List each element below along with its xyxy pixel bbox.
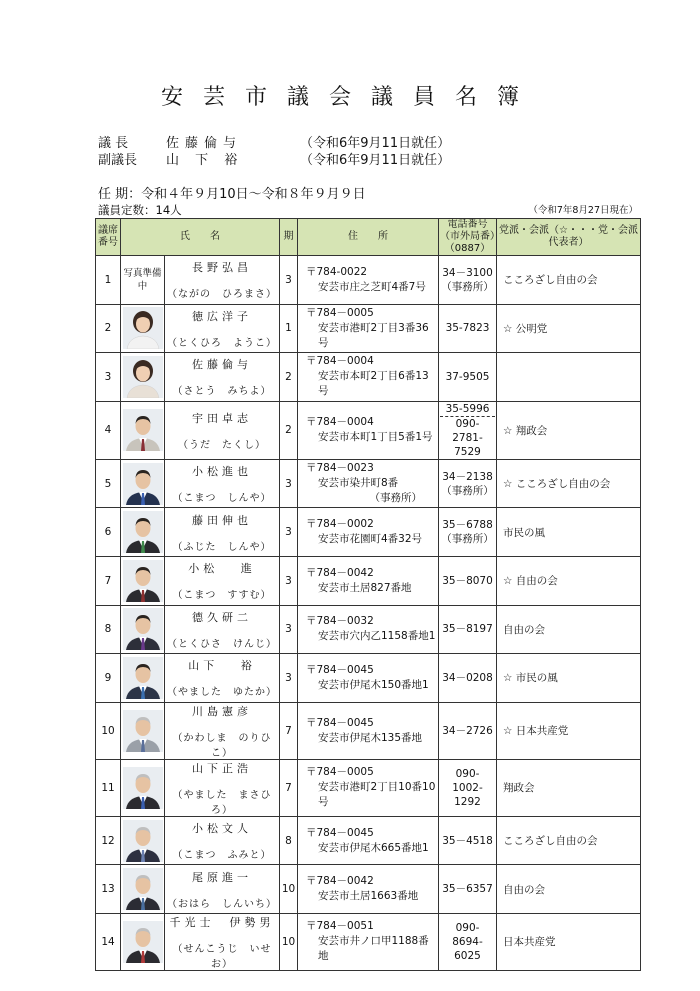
member-phone bbox=[439, 256, 497, 305]
member-name: 小松 進 bbox=[188, 562, 256, 576]
table-row bbox=[96, 865, 641, 914]
member-address bbox=[298, 759, 439, 816]
member-seat: 4 bbox=[96, 401, 121, 459]
table-row bbox=[96, 556, 641, 605]
member-postal: 〒784－0002 bbox=[306, 518, 374, 531]
member-address bbox=[298, 816, 439, 865]
member-photo bbox=[121, 913, 165, 970]
member-table bbox=[95, 218, 641, 971]
member-phone bbox=[439, 556, 497, 605]
member-term-count: 10 bbox=[280, 865, 298, 914]
member-term-count: 3 bbox=[280, 508, 298, 557]
member-phone-1: 35-7823 bbox=[445, 322, 490, 335]
member-phone-2: 8694-6025 bbox=[452, 935, 483, 962]
member-phone-1: 34－2726 bbox=[442, 724, 493, 737]
member-seat: 2 bbox=[96, 304, 121, 353]
table-row bbox=[96, 304, 641, 353]
member-phone-1: 35－8197 bbox=[442, 623, 493, 636]
header-phone: 電話番号（市外局番）（0887） bbox=[440, 219, 495, 254]
table-row bbox=[96, 605, 641, 654]
member-party: ☆ 翔政会 bbox=[497, 401, 641, 459]
member-postal: 〒784－0023 bbox=[306, 462, 374, 475]
member-street: 安芸市港町2丁目3番36号 bbox=[318, 321, 429, 349]
portrait-image bbox=[123, 608, 163, 650]
member-term-count: 3 bbox=[280, 556, 298, 605]
member-name-cell bbox=[165, 654, 280, 703]
as-of-date: （令和7年8月27日現在） bbox=[528, 205, 638, 216]
member-street: 安芸市穴内乙1158番地1 bbox=[318, 630, 436, 643]
member-phone bbox=[439, 353, 497, 402]
table-row bbox=[96, 702, 641, 759]
member-photo bbox=[121, 865, 165, 914]
member-address bbox=[298, 605, 439, 654]
member-party: 自由の会 bbox=[497, 865, 641, 914]
member-postal: 〒784－0045 bbox=[306, 716, 374, 729]
member-seat: 6 bbox=[96, 508, 121, 557]
member-postal: 〒784-0022 bbox=[306, 265, 368, 278]
member-name-cell bbox=[165, 256, 280, 305]
member-reading: （やました まさひろ） bbox=[172, 789, 272, 816]
member-street: 安芸市本町1丁目5番1号 bbox=[318, 431, 433, 444]
member-term-count: 8 bbox=[280, 816, 298, 865]
member-seat: 11 bbox=[96, 759, 121, 816]
member-reading: （さとう みちよ） bbox=[172, 386, 272, 398]
member-postal: 〒784－0045 bbox=[306, 826, 374, 839]
member-address-note: （事務所） bbox=[369, 492, 422, 505]
member-party: ☆ 自由の会 bbox=[497, 556, 641, 605]
member-street: 安芸市花園町4番32号 bbox=[318, 533, 423, 546]
member-street: 安芸市土居1663番地 bbox=[318, 890, 419, 903]
member-name: 小松文人 bbox=[192, 822, 252, 836]
portrait-image bbox=[123, 463, 163, 505]
member-photo bbox=[121, 401, 165, 459]
header-address: 住 所 bbox=[298, 219, 439, 256]
member-party: ☆ 公明党 bbox=[497, 304, 641, 353]
member-photo bbox=[121, 816, 165, 865]
member-term-count: 3 bbox=[280, 459, 298, 508]
member-photo bbox=[121, 353, 165, 402]
member-seat: 8 bbox=[96, 605, 121, 654]
member-street: 安芸市本町2丁目6番13号 bbox=[318, 370, 429, 398]
member-term-count: 1 bbox=[280, 304, 298, 353]
member-name-cell bbox=[165, 913, 280, 970]
header-term: 期 bbox=[280, 219, 298, 256]
table-row bbox=[96, 759, 641, 816]
member-phone-1: 090- bbox=[455, 921, 480, 934]
member-seat: 5 bbox=[96, 459, 121, 508]
member-phone-1: 35-5996 bbox=[440, 402, 496, 417]
member-phone-1: 37-9505 bbox=[445, 370, 490, 383]
member-seat: 12 bbox=[96, 816, 121, 865]
member-phone bbox=[439, 459, 497, 508]
member-address bbox=[298, 304, 439, 353]
member-name-cell bbox=[165, 353, 280, 402]
member-phone bbox=[439, 605, 497, 654]
member-party: 市民の風 bbox=[497, 508, 641, 557]
member-party: こころざし自由の会 bbox=[497, 816, 641, 865]
member-phone bbox=[439, 913, 497, 970]
member-address bbox=[298, 702, 439, 759]
member-party: ☆ こころざし自由の会 bbox=[497, 459, 641, 508]
member-reading: （おはら しんいち） bbox=[167, 898, 277, 910]
member-party: 翔政会 bbox=[497, 759, 641, 816]
member-reading: （こまつ しんや） bbox=[172, 493, 272, 505]
member-term-count: 3 bbox=[280, 654, 298, 703]
member-phone bbox=[439, 304, 497, 353]
member-name-cell bbox=[165, 459, 280, 508]
table-row bbox=[96, 353, 641, 402]
member-term-count: 3 bbox=[280, 605, 298, 654]
member-street: 安芸市土居827番地 bbox=[318, 581, 412, 594]
member-reading: （こまつ ふみと） bbox=[172, 850, 272, 862]
member-term-count: 7 bbox=[280, 759, 298, 816]
member-name: 長野弘昌 bbox=[192, 261, 252, 275]
member-reading: （やました ゆたか） bbox=[167, 687, 277, 699]
member-postal: 〒784－0005 bbox=[306, 306, 374, 319]
member-name-cell bbox=[165, 556, 280, 605]
portrait-image bbox=[123, 307, 163, 349]
member-reading: （こまつ すすむ） bbox=[172, 590, 272, 602]
term-of-office: 任 期：令和４年９月10日～令和８年９月９日 bbox=[98, 187, 366, 202]
portrait-image bbox=[123, 820, 163, 862]
member-party: 自由の会 bbox=[497, 605, 641, 654]
portrait-image bbox=[123, 409, 163, 451]
member-reading: （とくひろ ようこ） bbox=[167, 337, 277, 349]
vice-chair-term: （令和6年9月11日就任） bbox=[300, 153, 451, 168]
member-postal: 〒784－0051 bbox=[306, 920, 374, 933]
member-postal: 〒784－0042 bbox=[306, 566, 374, 579]
member-name-cell bbox=[165, 401, 280, 459]
member-address bbox=[298, 508, 439, 557]
member-term-count: 3 bbox=[280, 256, 298, 305]
table-row bbox=[96, 459, 641, 508]
member-name: 德久研二 bbox=[192, 610, 252, 624]
member-photo bbox=[121, 654, 165, 703]
member-name-cell bbox=[165, 508, 280, 557]
member-name: 尾原進一 bbox=[192, 870, 252, 884]
member-name: 山下 裕 bbox=[188, 659, 256, 673]
member-reading: （うだ たくし） bbox=[178, 439, 266, 451]
member-reading: （かわしま のりひこ） bbox=[172, 732, 272, 759]
table-row bbox=[96, 654, 641, 703]
member-street: 安芸市染井町8番 bbox=[318, 477, 399, 490]
header-seat: 議席番号 bbox=[96, 219, 121, 256]
member-phone-2: （事務所） bbox=[441, 280, 494, 293]
member-postal: 〒784－0004 bbox=[306, 416, 374, 429]
member-address bbox=[298, 865, 439, 914]
member-seat: 13 bbox=[96, 865, 121, 914]
table-row bbox=[96, 508, 641, 557]
chairperson-row bbox=[98, 132, 658, 149]
member-photo bbox=[121, 556, 165, 605]
member-phone bbox=[439, 702, 497, 759]
portrait-image bbox=[123, 921, 163, 963]
member-reading: （ながの ひろまさ） bbox=[167, 289, 277, 301]
member-phone-1: 34－3100 bbox=[442, 266, 493, 279]
member-phone-2: （事務所） bbox=[441, 533, 494, 546]
member-photo bbox=[121, 605, 165, 654]
member-postal: 〒784－0032 bbox=[306, 615, 374, 628]
member-address bbox=[298, 459, 439, 508]
member-term-count: 10 bbox=[280, 913, 298, 970]
member-phone bbox=[439, 865, 497, 914]
member-phone-1: 35－6357 bbox=[442, 883, 493, 896]
member-phone-2: （事務所） bbox=[441, 484, 494, 497]
member-street: 安芸市井ノ口甲1188番地 bbox=[318, 935, 429, 963]
member-name-cell bbox=[165, 865, 280, 914]
member-name-cell bbox=[165, 702, 280, 759]
member-phone-1: 35－6788 bbox=[442, 519, 493, 532]
member-postal: 〒784－0042 bbox=[306, 875, 374, 888]
member-party bbox=[497, 353, 641, 402]
member-phone-1: 35－8070 bbox=[442, 574, 493, 587]
member-name: 徳広洋子 bbox=[192, 309, 252, 323]
member-seat: 14 bbox=[96, 913, 121, 970]
no-photo-label: 写真準備中 bbox=[123, 267, 162, 292]
member-name: 川島憲彦 bbox=[192, 704, 252, 718]
table-row bbox=[96, 816, 641, 865]
member-name: 佐藤倫与 bbox=[192, 358, 252, 372]
vice-chair-name: 山 下 裕 bbox=[166, 153, 244, 168]
member-name-cell bbox=[165, 605, 280, 654]
member-quota: 議員定数：14人 bbox=[98, 203, 182, 217]
member-name: 山下正浩 bbox=[192, 761, 252, 775]
member-party: ☆ 市民の風 bbox=[497, 654, 641, 703]
member-photo bbox=[121, 702, 165, 759]
member-address bbox=[298, 353, 439, 402]
member-party: こころざし自由の会 bbox=[497, 256, 641, 305]
member-reading: （とくひさ けんじ） bbox=[167, 638, 277, 650]
portrait-image bbox=[123, 356, 163, 398]
member-seat: 7 bbox=[96, 556, 121, 605]
member-postal: 〒784－0005 bbox=[306, 766, 374, 779]
member-phone-2: 090- bbox=[455, 417, 480, 430]
member-term-count: 7 bbox=[280, 702, 298, 759]
member-seat: 3 bbox=[96, 353, 121, 402]
member-address bbox=[298, 256, 439, 305]
member-photo-placeholder bbox=[121, 256, 165, 305]
member-term-count: 2 bbox=[280, 401, 298, 459]
member-postal: 〒784－0004 bbox=[306, 355, 374, 368]
member-seat: 10 bbox=[96, 702, 121, 759]
portrait-image bbox=[123, 511, 163, 553]
member-party: 日本共産党 bbox=[497, 913, 641, 970]
vice-chairperson-row bbox=[98, 149, 658, 166]
chair-term: （令和6年9月11日就任） bbox=[300, 136, 451, 151]
member-seat: 9 bbox=[96, 654, 121, 703]
member-phone bbox=[439, 508, 497, 557]
member-address bbox=[298, 401, 439, 459]
member-party: ☆ 日本共産党 bbox=[497, 702, 641, 759]
member-street: 安芸市伊尾木135番地 bbox=[318, 731, 423, 744]
member-phone-1: 35－4518 bbox=[442, 834, 493, 847]
chair-role: 議 長 bbox=[98, 136, 129, 151]
member-street: 安芸市伊尾木665番地1 bbox=[318, 841, 429, 854]
header-party: 党派・会派（☆・・・党・会派代表者） bbox=[497, 219, 641, 256]
portrait-image bbox=[123, 710, 163, 752]
member-phone bbox=[439, 401, 497, 459]
portrait-image bbox=[123, 657, 163, 699]
table-header-row bbox=[96, 219, 641, 256]
table-body bbox=[96, 256, 641, 971]
member-address bbox=[298, 556, 439, 605]
member-phone bbox=[439, 654, 497, 703]
member-photo bbox=[121, 459, 165, 508]
member-street: 安芸市伊尾木150番地1 bbox=[318, 678, 429, 691]
member-name: 藤田伸也 bbox=[192, 513, 252, 527]
member-photo bbox=[121, 304, 165, 353]
member-photo bbox=[121, 508, 165, 557]
portrait-image bbox=[123, 868, 163, 910]
member-street: 安芸市庄之芝町4番7号 bbox=[318, 280, 426, 293]
member-photo bbox=[121, 759, 165, 816]
member-phone-1: 34－0208 bbox=[442, 671, 493, 684]
member-phone bbox=[439, 759, 497, 816]
table-row bbox=[96, 913, 641, 970]
member-street: 安芸市港町2丁目10番10号 bbox=[318, 781, 436, 809]
member-seat: 1 bbox=[96, 256, 121, 305]
member-phone-1: 34－2138 bbox=[442, 470, 493, 483]
member-name-cell bbox=[165, 304, 280, 353]
member-phone-2: 1002-1292 bbox=[452, 781, 483, 808]
table-row bbox=[96, 401, 641, 459]
member-reading: （ふじた しんや） bbox=[172, 541, 272, 553]
portrait-image bbox=[123, 767, 163, 809]
chair-name: 佐藤倫与 bbox=[166, 136, 243, 151]
member-phone-3: 2781-7529 bbox=[452, 431, 483, 458]
member-postal: 〒784－0045 bbox=[306, 663, 374, 676]
member-reading: （せんこうじ いせお） bbox=[172, 943, 272, 970]
header-name: 氏 名 bbox=[121, 219, 280, 256]
vice-chair-role: 副議長 bbox=[98, 153, 138, 168]
member-name: 千光士 伊勢男 bbox=[169, 915, 275, 929]
portrait-image bbox=[123, 560, 163, 602]
page-title: 安芸市議会議員名簿 bbox=[160, 85, 539, 110]
member-phone bbox=[439, 816, 497, 865]
member-term-count: 2 bbox=[280, 353, 298, 402]
member-name: 小松進也 bbox=[192, 465, 252, 479]
member-name-cell bbox=[165, 759, 280, 816]
member-name: 宇田卓志 bbox=[192, 411, 252, 425]
member-phone-1: 090- bbox=[455, 767, 480, 780]
member-address bbox=[298, 913, 439, 970]
table-row bbox=[96, 256, 641, 305]
member-name-cell bbox=[165, 816, 280, 865]
member-address bbox=[298, 654, 439, 703]
